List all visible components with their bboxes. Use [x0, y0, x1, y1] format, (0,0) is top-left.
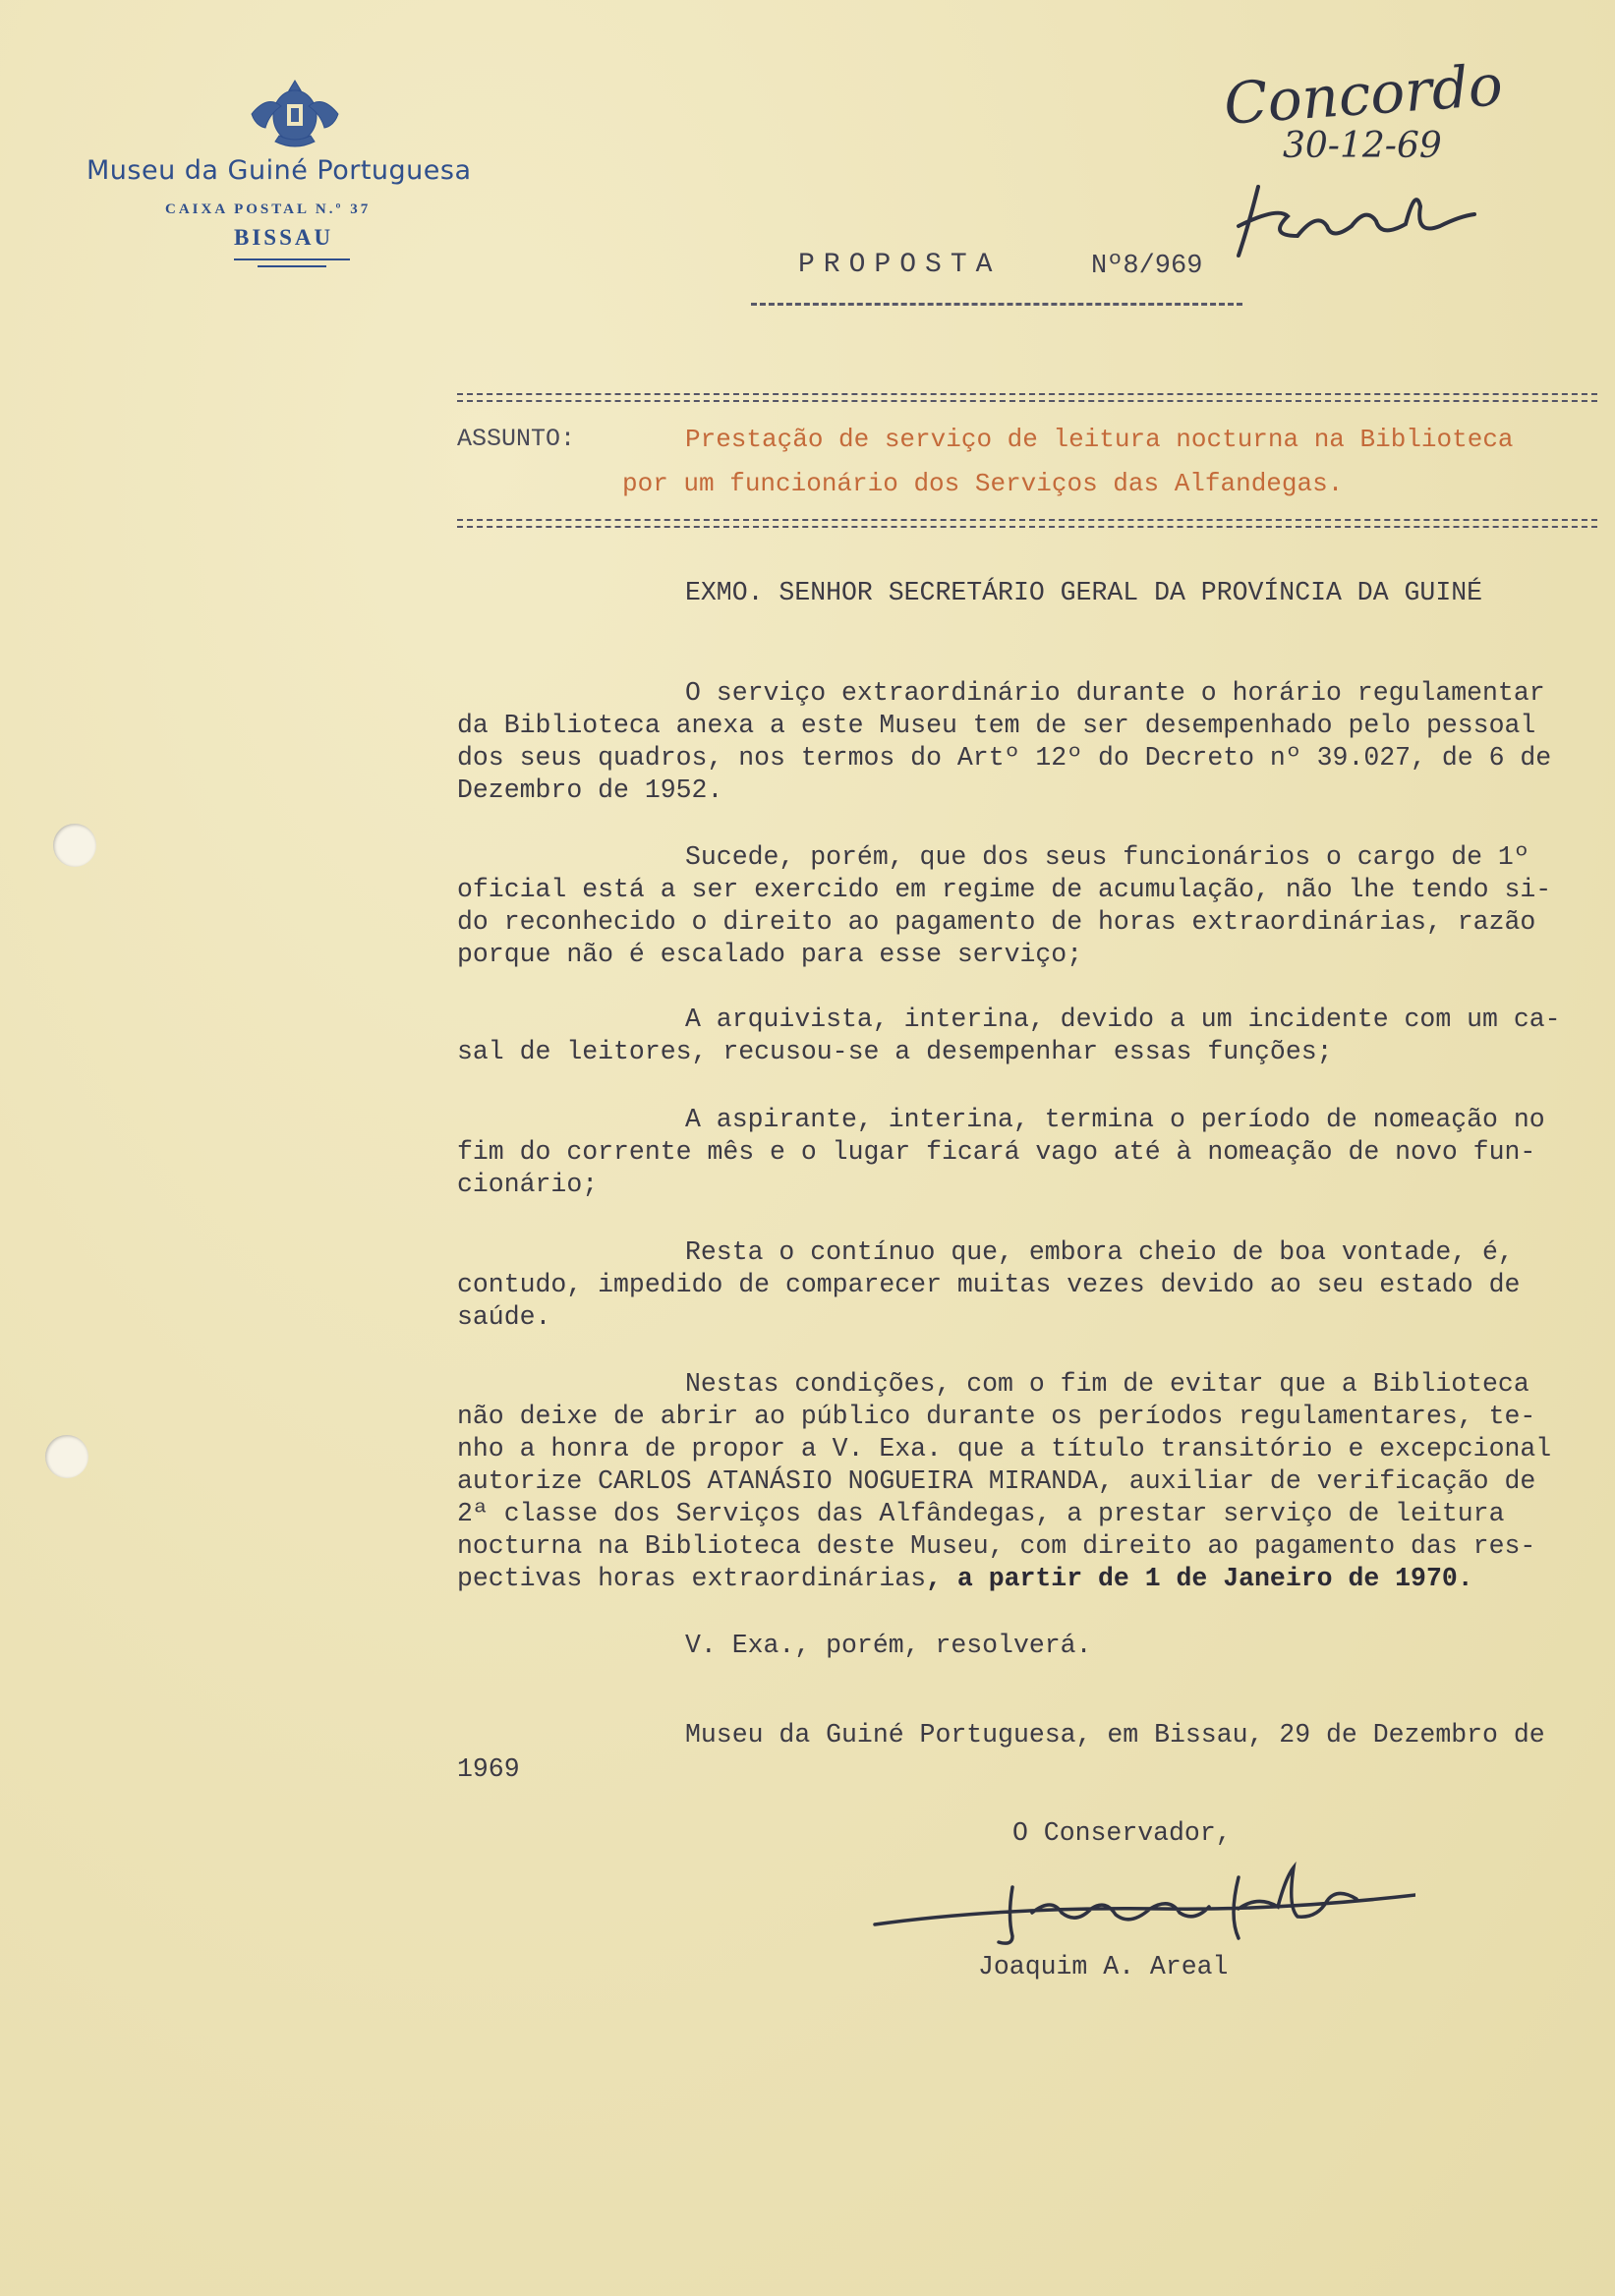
decision-line: V. Exa., porém, resolverá.: [685, 1631, 1092, 1660]
subject-bottom-rule: [457, 519, 1597, 528]
punch-hole-top: [53, 824, 96, 867]
subject-line-2: por um funcionário dos Serviços das Alfandegas.: [622, 469, 1344, 498]
city-underline-short: [258, 265, 326, 267]
body-line: A arquivista, interina, devido a um incidente com um ca-: [685, 1004, 1561, 1034]
subject-top-rule: [457, 393, 1597, 402]
handwritten-date: 30-12-69: [1283, 126, 1442, 166]
body-line: sal de leitores, recusou-se a desempenhar essas funções;: [457, 1037, 1333, 1066]
punch-hole-bottom: [45, 1435, 88, 1478]
body-line: cionário;: [457, 1170, 599, 1199]
body-line: fim do corrente mês e o lugar ficará vago até à nomeação de novo fun-: [457, 1137, 1536, 1167]
start-date-emphasis: , a partir de 1 de Janeiro de 1970.: [926, 1564, 1473, 1593]
body-line: nho a honra de propor a V. Exa. que a título transitório e excepcional: [457, 1434, 1552, 1464]
body-line: A aspirante, interina, termina o período de nomeação no: [685, 1105, 1545, 1134]
year: 1969: [457, 1754, 520, 1784]
conservador-signature-icon: [865, 1848, 1415, 1956]
body-line: nocturna na Biblioteca deste Museu, com direito ao pagamento das res-: [457, 1531, 1536, 1561]
body-line: O serviço extraordinário durante o horário regulamentar: [685, 678, 1545, 708]
body-line: oficial está a ser exercido em regime de acumulação, não lhe tendo si-: [457, 875, 1552, 904]
proposal-title: PROPOSTA: [798, 250, 1002, 280]
body-line: Resta o contínuo que, embora cheio de boa vontade, é,: [685, 1237, 1514, 1267]
body-line: Nestas condições, com o fim de evitar que a Biblioteca: [685, 1369, 1529, 1399]
subject-label: ASSUNTO:: [457, 425, 576, 453]
museum-crest-icon: [246, 77, 344, 151]
subject-line-1: Prestação de serviço de leitura nocturna na Biblioteca: [685, 425, 1514, 454]
body-line: Dezembro de 1952.: [457, 775, 723, 805]
museum-name: Museu da Guiné Portuguesa: [87, 155, 472, 186]
place-date: Museu da Guiné Portuguesa, em Bissau, 29 de Dezembro de: [685, 1720, 1545, 1750]
body-line: da Biblioteca anexa a este Museu tem de ser desempenhado pelo pessoal: [457, 711, 1536, 740]
body-line: porque não é escalado para esse serviço;: [457, 940, 1083, 969]
signatory-name: Joaquim A. Areal: [978, 1952, 1229, 1981]
salutation: EXMO. SENHOR SECRETÁRIO GERAL DA PROVÍNCIA DA GUINÉ: [685, 578, 1483, 607]
body-line: não deixe de abrir ao público durante os períodos regulamentares, te-: [457, 1402, 1536, 1431]
proposal-number: Nº8/969: [1091, 252, 1203, 281]
body-line-last: [457, 1564, 1473, 1593]
handwritten-approval: Concordo: [1221, 51, 1505, 138]
body-line: Sucede, porém, que dos seus funcionários o cargo de 1º: [685, 842, 1529, 872]
body-line: 2ª classe dos Serviços das Alfândegas, a prestar serviço de leitura: [457, 1499, 1505, 1528]
approval-signature-icon: [1219, 167, 1494, 265]
proposal-underline: [751, 303, 1242, 306]
body-line: saúde.: [457, 1302, 551, 1332]
body-line-text: pectivas horas extraordinárias: [457, 1564, 927, 1593]
postal-box: CAIXA POSTAL N.º 37: [165, 201, 372, 217]
signatory-role: O Conservador,: [1012, 1818, 1232, 1848]
body-line: dos seus quadros, nos termos do Artº 12º do Decreto nº 39.027, de 6 de: [457, 743, 1552, 773]
city-name: BISSAU: [234, 225, 334, 250]
body-line: autorize CARLOS ATANÁSIO NOGUEIRA MIRANDA, auxiliar de verificação de: [457, 1466, 1536, 1496]
body-line: do reconhecido o direito ao pagamento de horas extraordinárias, razão: [457, 907, 1536, 937]
city-underline: [234, 258, 350, 260]
body-line: contudo, impedido de comparecer muitas vezes devido ao seu estado de: [457, 1270, 1521, 1299]
